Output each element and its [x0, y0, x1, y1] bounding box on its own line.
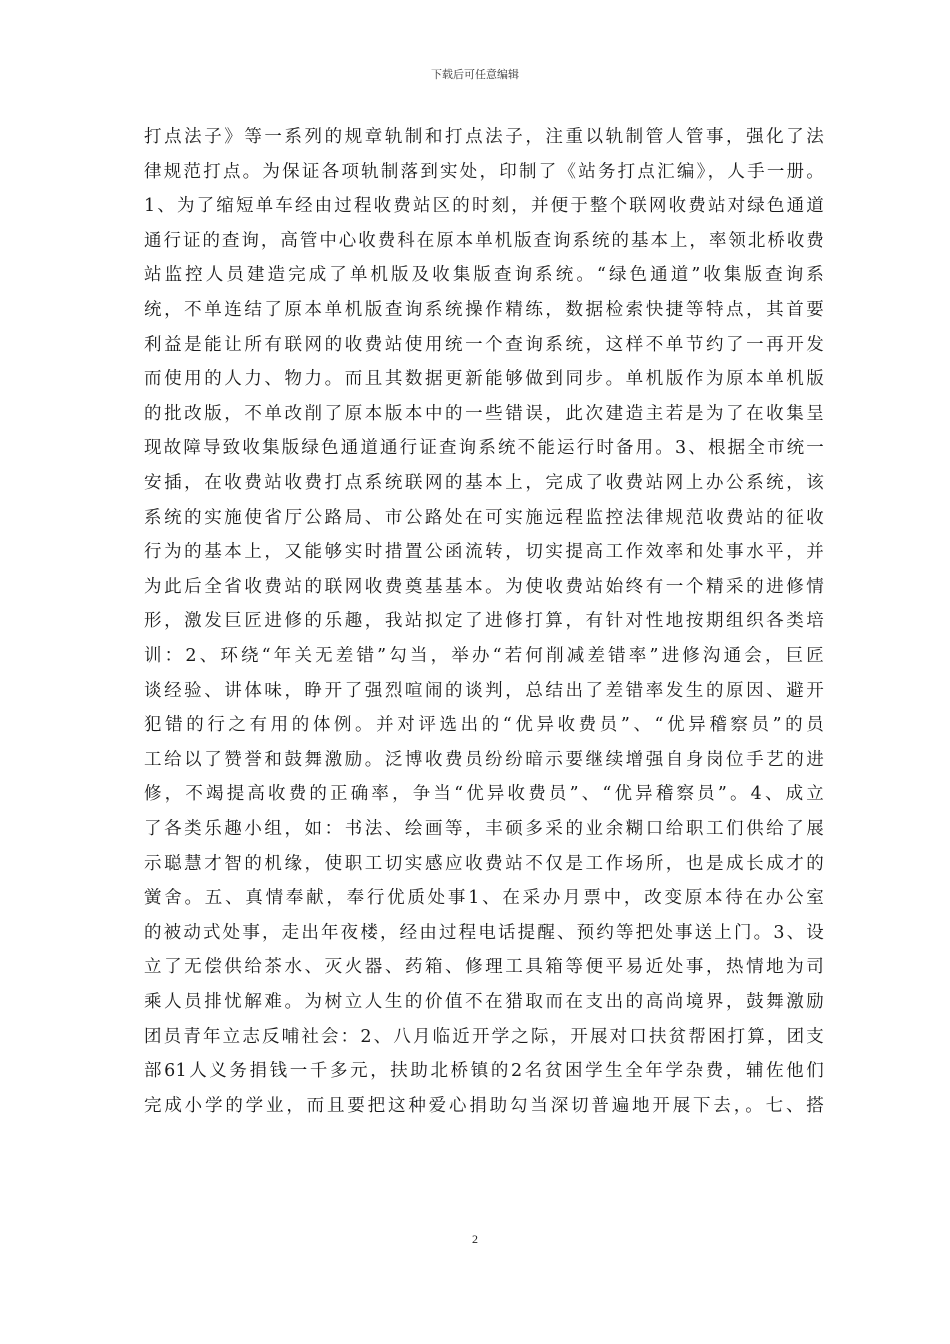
text-line: 系统的实施使省厅公路局、市公路处在可实施远程监控法律规范收费站的征收 — [144, 507, 824, 528]
text-line: 行为的基本上，又能够实时措置公函流转，切实提高工作效率和处事水平，并 — [144, 542, 824, 563]
text-line: 团员青年立志反哺社会：2、八月临近开学之际，开展对口扶贫帮困打算，团支 — [144, 1026, 824, 1047]
text-line: 通行证的查询，高管中心收费科在原本单机版查询系统的基本上，率领北桥收费 — [144, 230, 824, 251]
text-line: 立了无偿供给茶水、灭火器、药箱、修理工具箱等便平易近处事，热情地为司 — [144, 957, 824, 978]
text-line: 黉舍。五、真情奉献，奉行优质处事1、在采办月票中，改变原本待在办公室 — [144, 888, 824, 909]
text-line: 为此后全省收费站的联网收费奠基基本。为使收费站始终有一个精采的进修情 — [144, 576, 824, 597]
page-header: 下载后可任意编辑 — [431, 68, 519, 81]
text-line: 乘人员排忧解难。为树立人生的价值不在猎取而在支出的高尚境界，鼓舞激励 — [144, 992, 824, 1012]
text-line: 1、为了缩短单车经由过程收费站区的时刻，并便于整个联网收费站对绿色通道 — [144, 196, 824, 217]
text-line: 犯错的行之有用的体例。并对评选出的“优异收费员”、“优异稽察员”的员 — [144, 715, 824, 736]
text-line: 利益是能让所有联网的收费站使用统一个查询系统，这样不单节约了一再开发 — [144, 334, 824, 355]
text-line: 修，不竭提高收费的正确率，争当“优异收费员”、“优异稽察员”。4、成立 — [144, 784, 824, 805]
page-number: 2 — [472, 1232, 478, 1246]
text-line: 律规范打点。为保证各项轨制落到实处，印制了《站务打点汇编》，人手一册。 — [144, 161, 824, 182]
text-line: 了各类乐趣小组，如：书法、绘画等，丰硕多采的业余糊口给职工们供给了展 — [144, 819, 824, 839]
text-line: 谈经验、讲体味，睁开了强烈喧闹的谈判，总结出了差错率发生的原因、避开 — [144, 680, 824, 701]
text-line: 的被动式处事，走出年夜楼，经由过程电话提醒、预约等把处事送上门。3、设 — [144, 922, 824, 943]
text-line: 打点法子》等一系列的规章轨制和打点法子，注重以轨制管人管事，强化了法 — [144, 127, 824, 147]
text-line: 站监控人员建造完成了单机版及收集版查询系统。“绿色通道”收集版查询系 — [144, 265, 824, 286]
text-line: 形，激发巨匠进修的乐趣，我站拟定了进修打算，有针对性地按期组织各类培 — [144, 611, 824, 632]
text-line: 而使用的人力、物力。而且其数据更新能够做到同步。单机版作为原本单机版 — [144, 369, 824, 390]
text-line: 训：2、环绕“年关无差错”勾当，举办“若何削减差错率”进修沟通会，巨匠 — [144, 646, 824, 666]
text-line: 完成小学的学业，而且要把这种爱心捐助勾当深切普遍地开展下去，。七、搭 — [144, 1095, 824, 1116]
text-line: 安插，在收费站收费打点系统联网的基本上，完成了收费站网上办公系统，该 — [144, 473, 824, 493]
text-line: 示聪慧才智的机缘，使职工切实感应收费站不仅是工作场所，也是成长成才的 — [144, 853, 824, 874]
text-line: 统，不单连结了原本单机版查询系统操作精练，数据检索快捷等特点，其首要 — [144, 300, 824, 320]
text-line: 工给以了赞誉和鼓舞激励。泛博收费员纷纷暗示要继续增强自身岗位手艺的进 — [144, 749, 824, 770]
text-line: 的批改版，不单改削了原本版本中的一些错误，此次建造主若是为了在收集呈 — [144, 403, 824, 424]
text-line: 现故障导致收集版绿色通道通行证查询系统不能运行时备用。3、根据全市统一 — [144, 438, 824, 459]
text-line: 部61人义务捐钱一千多元，扶助北桥镇的2名贫困学生全年学杂费，辅佐他们 — [144, 1061, 824, 1082]
